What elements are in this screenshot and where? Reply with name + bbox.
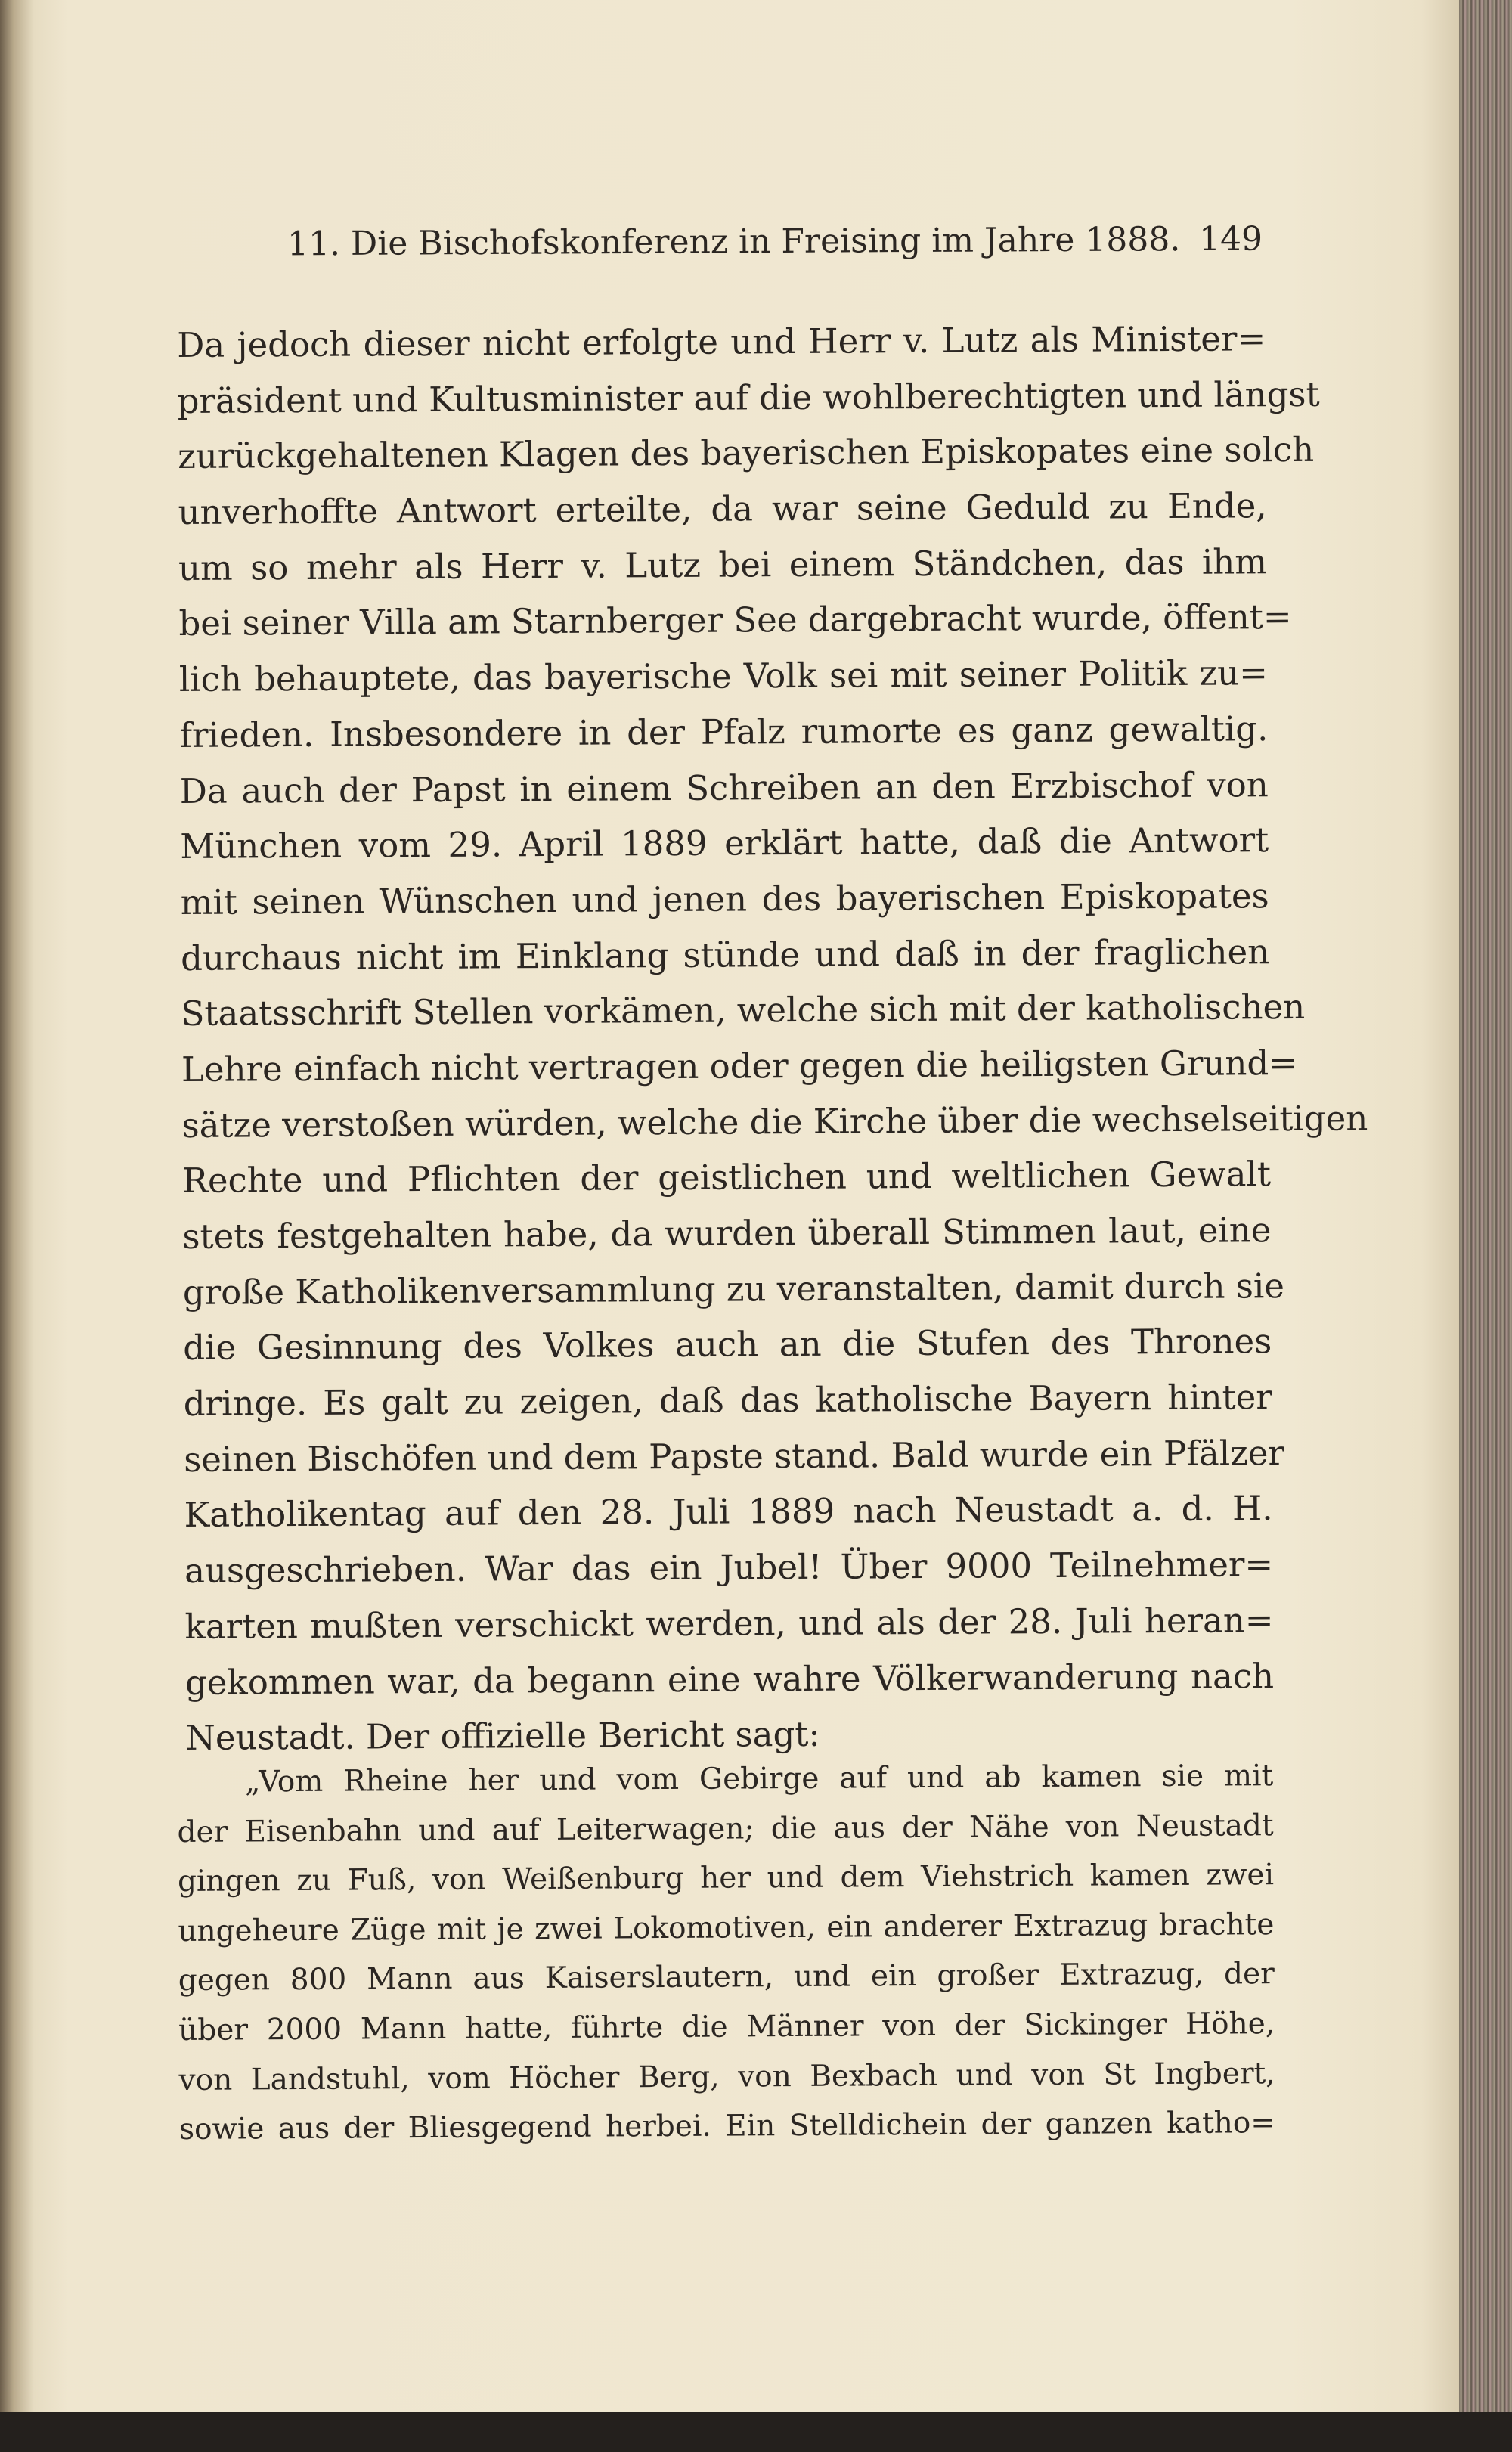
text-line: präsident und Kultusminister auf die wohlberechtigten und längst — [177, 374, 1320, 421]
text-line: lich behauptete, das bayerische Volk sei mit seiner Politik zu= — [178, 653, 1269, 700]
text-line: Katholikentag auf den 28. Juli 1889 nach Neustadt a. d. H. — [184, 1488, 1273, 1536]
page-number: 149 — [1198, 219, 1263, 259]
text-line: frieden. Insbesondere in der Pfalz rumorte es ganz gewaltig. — [179, 708, 1269, 755]
body-text — [177, 311, 1368, 1766]
text-line: Staatsschrift Stellen vorkämen, welche sich mit der katholischen — [181, 987, 1306, 1034]
quote-line: ungeheure Züge mit je zwei Lokomotiven, ein anderer Extrazug brachte — [178, 1907, 1275, 1948]
scan-background — [0, 2412, 1512, 2452]
page-edges — [1459, 0, 1512, 2452]
text-line: bei seiner Villa am Starnberger See dargebracht wurde, öffent= — [178, 597, 1292, 644]
text-line: ausgeschrieben. War das ein Jubel! Über 9000 Teilnehmer= — [184, 1544, 1274, 1592]
text-line: durchaus nicht im Einklang stünde und daß in der fraglichen — [181, 931, 1270, 978]
text-line: gekommen war, da begann eine wahre Völkerwanderung nach — [184, 1655, 1275, 1703]
text-line: Neustadt. Der offizielle Bericht sagt: — [185, 1714, 820, 1759]
text-line: sätze verstoßen würden, welche die Kirche über die wechselseitigen — [181, 1098, 1368, 1145]
quote-line: der Eisenbahn und auf Leiterwagen; die aus der Nähe von Neustadt — [177, 1808, 1274, 1849]
text-line: Lehre einfach nicht vertragen oder gegen die heiligsten Grund= — [181, 1042, 1298, 1090]
text-line: große Katholikenversammlung zu veranstalten, damit durch sie — [182, 1265, 1285, 1313]
text-line: stets festgehalten habe, da wurden überall Stimmen laut, eine — [182, 1210, 1272, 1257]
running-header — [287, 217, 1263, 268]
text-line: unverhoffte Antwort erteilte, da war seine Geduld zu Ende, — [178, 485, 1267, 533]
text-line: seinen Bischöfen und dem Papste stand. Bald wurde ein Pfälzer — [184, 1432, 1285, 1480]
text-line: die Gesinnung des Volkes auch an die Stufen des Thrones — [183, 1321, 1272, 1369]
text-line: um so mehr als Herr v. Lutz bei einem Ständchen, das ihm — [178, 541, 1268, 588]
text-line: zurückgehaltenen Klagen des bayerischen Episkopates eine solch — [177, 429, 1315, 477]
quote-line: über 2000 Mann hatte, führte die Männer von der Sickinger Höhe, — [178, 2007, 1275, 2047]
text-line: Rechte und Pflichten der geistlichen und weltlichen Gewalt — [181, 1154, 1272, 1201]
text-line: mit seinen Wünschen und jenen des bayerischen Episkopates — [180, 876, 1269, 922]
text-line: Da jedoch dieser nicht erfolgte und Herr v. Lutz als Minister= — [177, 318, 1266, 365]
quote-line: „Vom Rheine her und vom Gebirge auf und ab kamen sie mit — [245, 1759, 1274, 1799]
block-quote — [177, 1751, 1275, 2155]
text-line: München vom 29. April 1889 erklärt hatte, daß die Antwort — [180, 820, 1269, 867]
running-title: 11. Die Bischofskonferenz in Freising im Jahre 1888. — [287, 220, 1181, 264]
quote-line: gegen 800 Mann aus Kaiserslautern, und ein großer Extrazug, der — [178, 1957, 1275, 1998]
quote-line: gingen zu Fuß, von Weißenburg her und dem Viehstrich kamen zwei — [177, 1858, 1275, 1899]
text-line: Da auch der Papst in einem Schreiben an den Erzbischof von — [179, 764, 1269, 811]
text-line: dringe. Es galt zu zeigen, daß das katholische Bayern hinter — [183, 1377, 1272, 1424]
quote-line: sowie aus der Bliesgegend herbei. Ein Stelldichein der ganzen katho= — [178, 2106, 1276, 2147]
text-line: karten mußten verschickt werden, und als der 28. Juli heran= — [184, 1599, 1274, 1647]
quote-line: von Landstuhl, vom Höcher Berg, von Bexbach und von St Ingbert, — [178, 2056, 1275, 2097]
